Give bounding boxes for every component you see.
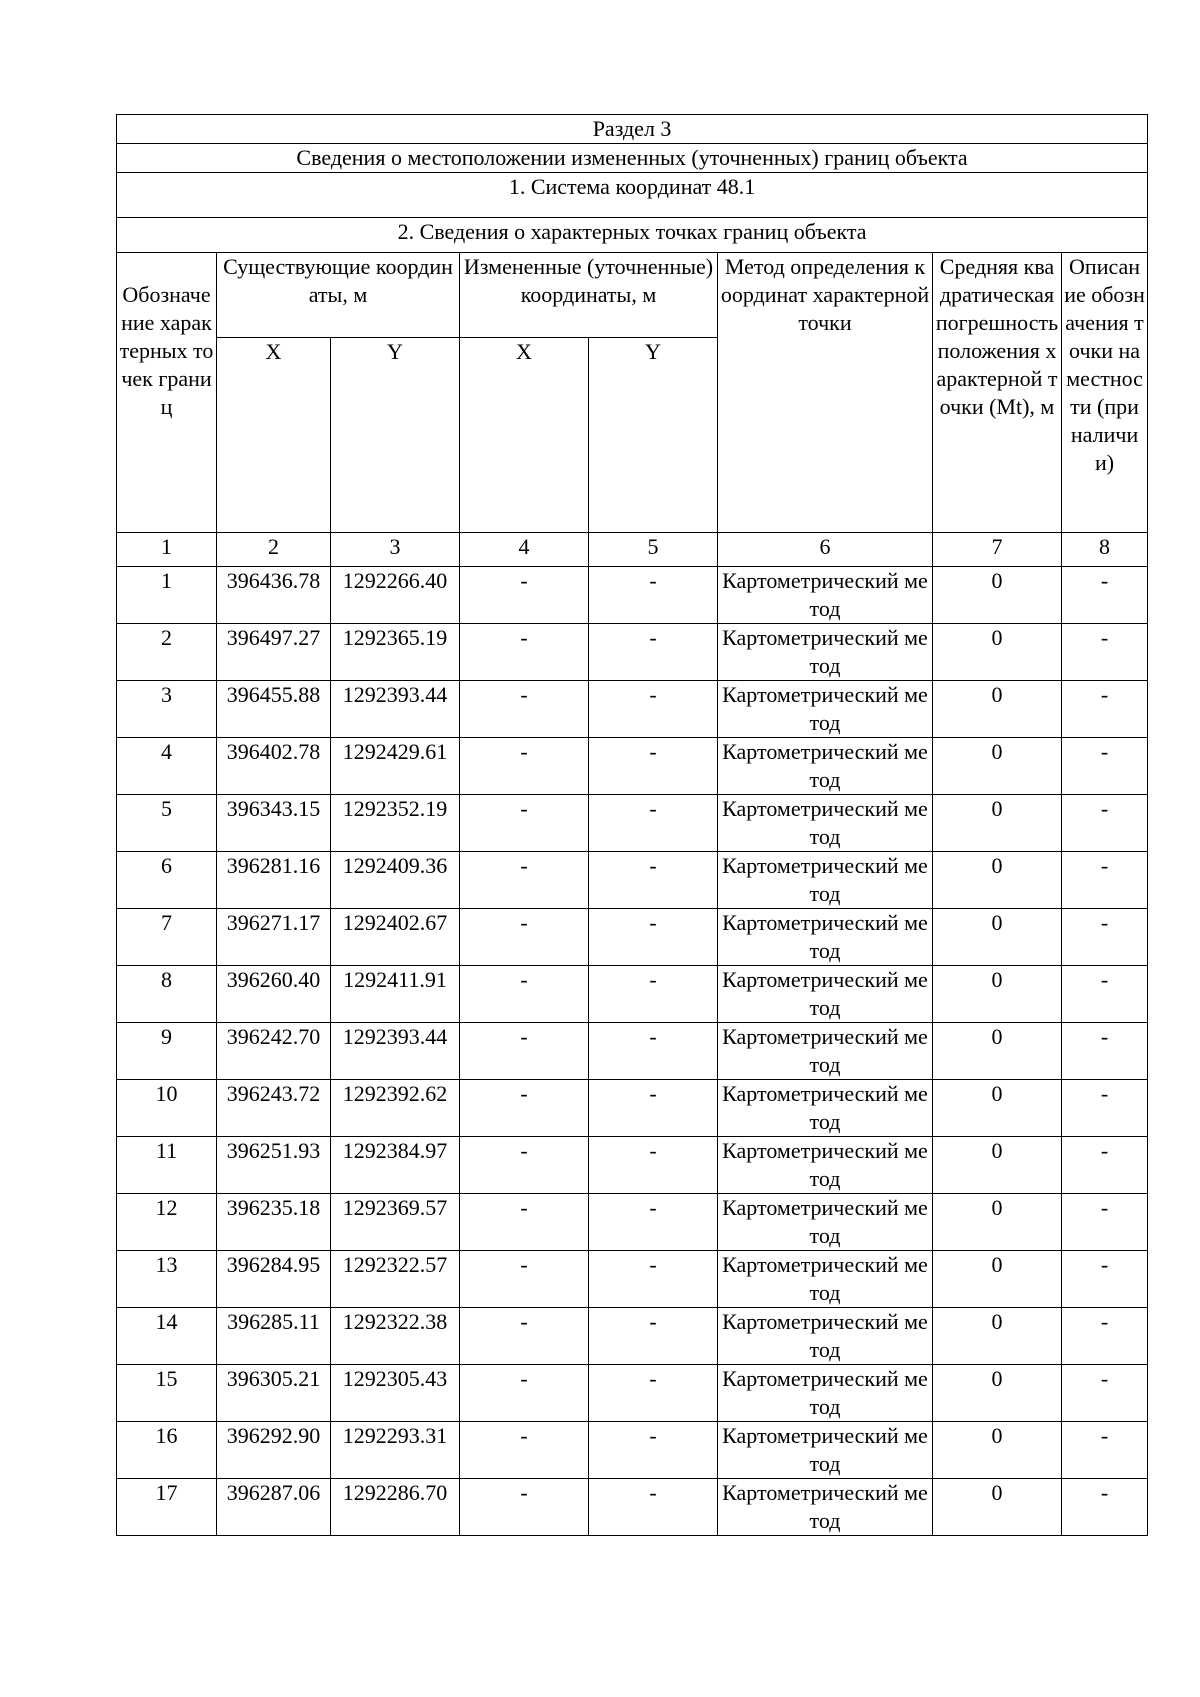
- points-heading: 2. Сведения о характерных точках границ объекта: [117, 218, 1148, 253]
- column-number: 8: [1062, 533, 1148, 567]
- cell-method: Картометрический метод: [718, 1194, 933, 1251]
- table-row: [117, 1194, 1148, 1251]
- cell-mean-square-error: 0: [933, 624, 1062, 681]
- cell-changed-x: -: [460, 738, 589, 795]
- cell-description: -: [1062, 1365, 1148, 1422]
- cell-point-number: 4: [117, 738, 217, 795]
- cell-mean-square-error: 0: [933, 1422, 1062, 1479]
- cell-existing-y: 1292293.31: [331, 1422, 460, 1479]
- cell-changed-x: -: [460, 1137, 589, 1194]
- cell-changed-y: -: [589, 966, 718, 1023]
- cell-point-number: 5: [117, 795, 217, 852]
- cell-existing-y: 1292429.61: [331, 738, 460, 795]
- cell-mean-square-error: 0: [933, 852, 1062, 909]
- header-changed-y: Y: [589, 338, 718, 533]
- cell-existing-x: 396242.70: [217, 1023, 331, 1080]
- cell-changed-x: -: [460, 567, 589, 624]
- table-row: [117, 681, 1148, 738]
- cell-mean-square-error: 0: [933, 1308, 1062, 1365]
- cell-changed-x: -: [460, 852, 589, 909]
- cell-existing-x: 396305.21: [217, 1365, 331, 1422]
- section-title: Раздел 3: [117, 115, 1148, 144]
- column-number: 7: [933, 533, 1062, 567]
- cell-changed-x: -: [460, 624, 589, 681]
- cell-changed-y: -: [589, 1137, 718, 1194]
- cell-changed-x: -: [460, 909, 589, 966]
- cell-existing-y: 1292392.62: [331, 1080, 460, 1137]
- cell-point-number: 14: [117, 1308, 217, 1365]
- cell-existing-x: 396284.95: [217, 1251, 331, 1308]
- cell-description: -: [1062, 681, 1148, 738]
- cell-changed-y: -: [589, 1479, 718, 1536]
- cell-description: -: [1062, 1023, 1148, 1080]
- cell-existing-y: 1292411.91: [331, 966, 460, 1023]
- cell-method: Картометрический метод: [718, 909, 933, 966]
- cell-changed-y: -: [589, 1194, 718, 1251]
- cell-changed-y: -: [589, 738, 718, 795]
- cell-point-number: 8: [117, 966, 217, 1023]
- cell-changed-x: -: [460, 1365, 589, 1422]
- table-row: [117, 795, 1148, 852]
- cell-existing-y: 1292384.97: [331, 1137, 460, 1194]
- cell-mean-square-error: 0: [933, 795, 1062, 852]
- cell-method: Картометрический метод: [718, 1422, 933, 1479]
- cell-point-number: 15: [117, 1365, 217, 1422]
- cell-description: -: [1062, 1308, 1148, 1365]
- cell-changed-y: -: [589, 909, 718, 966]
- cell-changed-x: -: [460, 681, 589, 738]
- cell-changed-y: -: [589, 1365, 718, 1422]
- cell-method: Картометрический метод: [718, 852, 933, 909]
- cell-existing-x: 396292.90: [217, 1422, 331, 1479]
- cell-changed-x: -: [460, 1023, 589, 1080]
- cell-method: Картометрический метод: [718, 1479, 933, 1536]
- cell-existing-x: 396281.16: [217, 852, 331, 909]
- cell-existing-x: 396260.40: [217, 966, 331, 1023]
- table-row: [117, 909, 1148, 966]
- header-existing-coordinates: Существующие координаты, м: [217, 253, 460, 338]
- cell-existing-x: 396271.17: [217, 909, 331, 966]
- cell-existing-x: 396402.78: [217, 738, 331, 795]
- cell-description: -: [1062, 567, 1148, 624]
- cell-point-number: 10: [117, 1080, 217, 1137]
- cell-method: Картометрический метод: [718, 1080, 933, 1137]
- cell-existing-y: 1292305.43: [331, 1365, 460, 1422]
- cell-method: Картометрический метод: [718, 681, 933, 738]
- cell-description: -: [1062, 852, 1148, 909]
- cell-method: Картометрический метод: [718, 1023, 933, 1080]
- cell-point-number: 2: [117, 624, 217, 681]
- cell-changed-x: -: [460, 1080, 589, 1137]
- cell-changed-x: -: [460, 1251, 589, 1308]
- cell-method: Картометрический метод: [718, 1137, 933, 1194]
- cell-existing-y: 1292369.57: [331, 1194, 460, 1251]
- cell-changed-x: -: [460, 1194, 589, 1251]
- column-number: 6: [718, 533, 933, 567]
- cell-description: -: [1062, 738, 1148, 795]
- cell-mean-square-error: 0: [933, 1251, 1062, 1308]
- cell-changed-y: -: [589, 1308, 718, 1365]
- cell-point-number: 6: [117, 852, 217, 909]
- cell-method: Картометрический метод: [718, 795, 933, 852]
- cell-existing-x: 396243.72: [217, 1080, 331, 1137]
- table-row: [117, 1137, 1148, 1194]
- cell-mean-square-error: 0: [933, 681, 1062, 738]
- cell-description: -: [1062, 966, 1148, 1023]
- cell-point-number: 16: [117, 1422, 217, 1479]
- cell-changed-y: -: [589, 795, 718, 852]
- cell-changed-x: -: [460, 795, 589, 852]
- cell-existing-x: 396251.93: [217, 1137, 331, 1194]
- table-row: [117, 852, 1148, 909]
- cell-mean-square-error: 0: [933, 966, 1062, 1023]
- cell-description: -: [1062, 1251, 1148, 1308]
- cell-description: -: [1062, 909, 1148, 966]
- column-number: 4: [460, 533, 589, 567]
- cell-method: Картометрический метод: [718, 1365, 933, 1422]
- cell-changed-x: -: [460, 1308, 589, 1365]
- header-existing-x: X: [217, 338, 331, 533]
- cell-existing-x: 396436.78: [217, 567, 331, 624]
- cell-existing-y: 1292286.70: [331, 1479, 460, 1536]
- table-row: [117, 624, 1148, 681]
- cell-method: Картометрический метод: [718, 624, 933, 681]
- table-row: [117, 1308, 1148, 1365]
- cell-mean-square-error: 0: [933, 909, 1062, 966]
- cell-existing-y: 1292393.44: [331, 681, 460, 738]
- column-number: 5: [589, 533, 718, 567]
- header-point-description: Описание обозначения точки на местности (при наличии): [1062, 253, 1148, 533]
- coordinate-system: 1. Система координат 48.1: [117, 173, 1148, 218]
- cell-mean-square-error: 0: [933, 1023, 1062, 1080]
- table-row: [117, 1479, 1148, 1536]
- cell-description: -: [1062, 1080, 1148, 1137]
- column-numbers-row: [117, 533, 1148, 567]
- cell-point-number: 3: [117, 681, 217, 738]
- cell-changed-y: -: [589, 681, 718, 738]
- table-row: [117, 1422, 1148, 1479]
- cell-existing-y: 1292352.19: [331, 795, 460, 852]
- cell-point-number: 9: [117, 1023, 217, 1080]
- cell-existing-y: 1292393.44: [331, 1023, 460, 1080]
- column-number: 2: [217, 533, 331, 567]
- cell-description: -: [1062, 1194, 1148, 1251]
- table-row: [117, 567, 1148, 624]
- cell-changed-y: -: [589, 1422, 718, 1479]
- cell-mean-square-error: 0: [933, 1365, 1062, 1422]
- cell-existing-x: 396343.15: [217, 795, 331, 852]
- section-subtitle: Сведения о местоположении измененных (уточненных) границ объекта: [117, 144, 1148, 173]
- cell-mean-square-error: 0: [933, 1194, 1062, 1251]
- boundary-points-table: [116, 114, 1148, 1536]
- cell-description: -: [1062, 1422, 1148, 1479]
- cell-description: -: [1062, 1479, 1148, 1536]
- cell-point-number: 7: [117, 909, 217, 966]
- cell-point-number: 1: [117, 567, 217, 624]
- table-row: [117, 1251, 1148, 1308]
- cell-method: Картометрический метод: [718, 738, 933, 795]
- cell-existing-y: 1292402.67: [331, 909, 460, 966]
- cell-mean-square-error: 0: [933, 1479, 1062, 1536]
- cell-changed-y: -: [589, 567, 718, 624]
- cell-mean-square-error: 0: [933, 738, 1062, 795]
- cell-mean-square-error: 0: [933, 567, 1062, 624]
- table-row: [117, 1080, 1148, 1137]
- cell-changed-y: -: [589, 624, 718, 681]
- cell-existing-x: 396455.88: [217, 681, 331, 738]
- cell-existing-y: 1292409.36: [331, 852, 460, 909]
- header-existing-y: Y: [331, 338, 460, 533]
- column-number: 1: [117, 533, 217, 567]
- cell-method: Картометрический метод: [718, 567, 933, 624]
- cell-changed-y: -: [589, 1080, 718, 1137]
- cell-existing-x: 396235.18: [217, 1194, 331, 1251]
- cell-point-number: 17: [117, 1479, 217, 1536]
- cell-existing-y: 1292322.38: [331, 1308, 460, 1365]
- cell-changed-x: -: [460, 966, 589, 1023]
- cell-existing-x: 396285.11: [217, 1308, 331, 1365]
- cell-changed-y: -: [589, 852, 718, 909]
- cell-existing-x: 396287.06: [217, 1479, 331, 1536]
- table-row: [117, 1365, 1148, 1422]
- header-changed-coordinates: Измененные (уточненные) координаты, м: [460, 253, 718, 338]
- cell-existing-y: 1292365.19: [331, 624, 460, 681]
- cell-existing-x: 396497.27: [217, 624, 331, 681]
- table-row: [117, 966, 1148, 1023]
- header-method: Метод определения координат характерной точки: [718, 253, 933, 533]
- cell-mean-square-error: 0: [933, 1137, 1062, 1194]
- cell-changed-x: -: [460, 1422, 589, 1479]
- header-changed-x: X: [460, 338, 589, 533]
- cell-description: -: [1062, 1137, 1148, 1194]
- table-row: [117, 1023, 1148, 1080]
- cell-existing-y: 1292266.40: [331, 567, 460, 624]
- cell-changed-y: -: [589, 1251, 718, 1308]
- header-mean-square-error: Средняя квадратическая погрешность положения характерной точки (Mt), м: [933, 253, 1062, 533]
- cell-point-number: 12: [117, 1194, 217, 1251]
- cell-method: Картометрический метод: [718, 966, 933, 1023]
- cell-mean-square-error: 0: [933, 1080, 1062, 1137]
- column-number: 3: [331, 533, 460, 567]
- cell-existing-y: 1292322.57: [331, 1251, 460, 1308]
- cell-changed-x: -: [460, 1479, 589, 1536]
- cell-description: -: [1062, 624, 1148, 681]
- cell-point-number: 13: [117, 1251, 217, 1308]
- table-row: [117, 738, 1148, 795]
- cell-point-number: 11: [117, 1137, 217, 1194]
- header-designation: Обозначение характерных точек границ: [117, 253, 217, 533]
- cell-changed-y: -: [589, 1023, 718, 1080]
- cell-description: -: [1062, 795, 1148, 852]
- cell-method: Картометрический метод: [718, 1308, 933, 1365]
- cell-method: Картометрический метод: [718, 1251, 933, 1308]
